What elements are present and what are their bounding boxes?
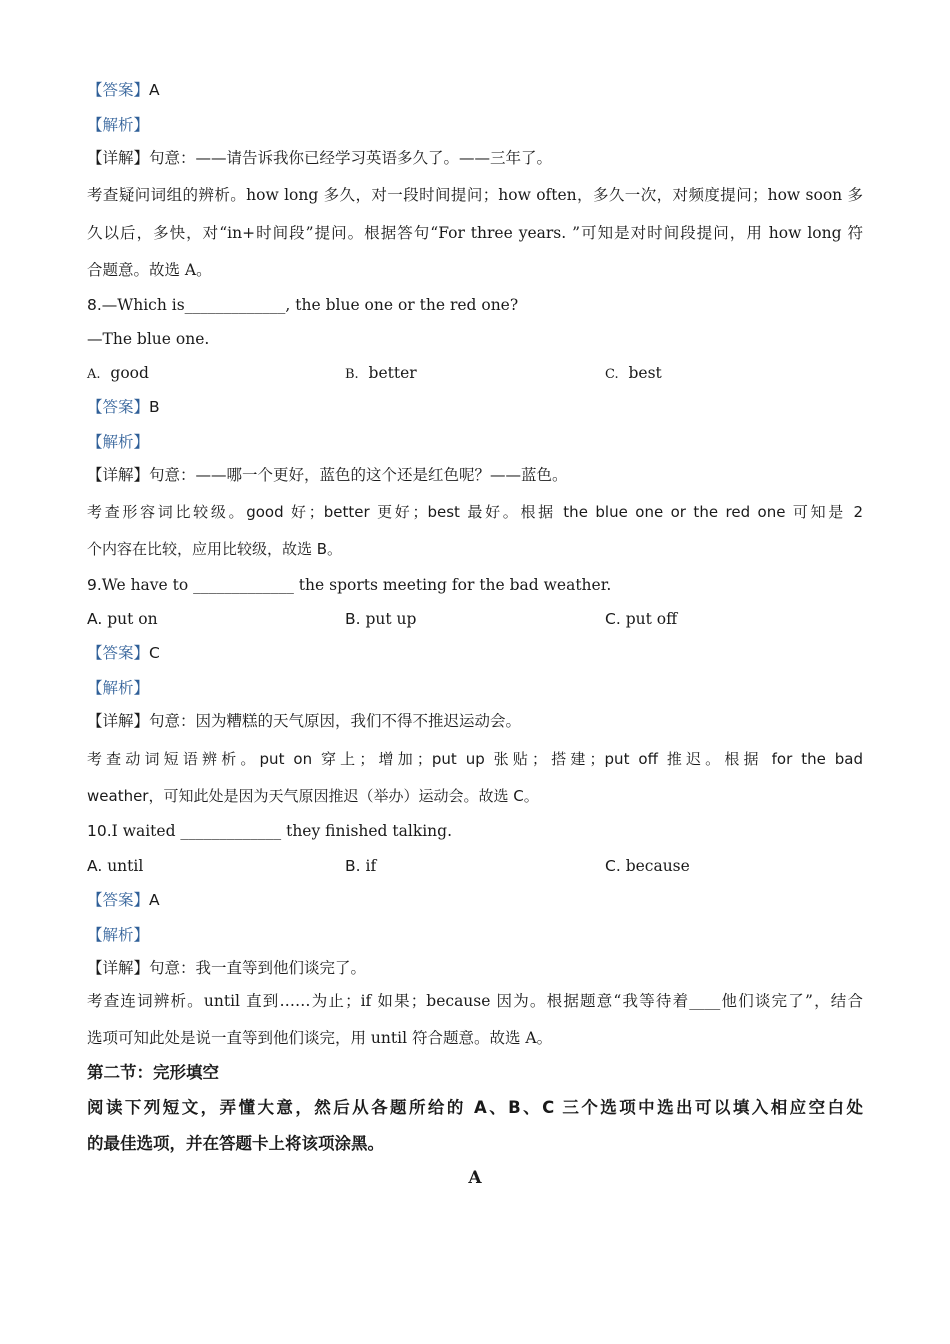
q10-explain-line2: 选项可知此处是说一直等到他们谈完，用 until 符合题意。故选 A。 bbox=[87, 1029, 553, 1047]
option-letter: C. bbox=[605, 857, 621, 875]
option-letter: B. bbox=[345, 857, 361, 875]
q9-stem bbox=[87, 574, 611, 596]
answer-label: 【答案】 bbox=[87, 81, 150, 99]
q7-explain-line3: 合题意。故选 A。 bbox=[87, 261, 212, 279]
q8-explain-line1: 考查形容词比较级。good 好；better 更好；best 最好。根据 the blue one or the red one 可知是 2 bbox=[87, 503, 863, 521]
detail-text: 句意：——哪一个更好，蓝色的这个还是红色呢？——蓝色。 bbox=[149, 466, 568, 484]
q9-explain-line1: 考查动词短语辨析。put on 穿上；增加；put up 张贴；搭建；put off 推迟。根据 for the bad bbox=[87, 750, 863, 768]
detail-text: 句意：我一直等到他们谈完了。 bbox=[149, 959, 367, 977]
q8-explain-line2: 个内容在比较，应用比较级，故选 B。 bbox=[87, 540, 343, 558]
q10-stem bbox=[87, 820, 452, 842]
q7-answer bbox=[87, 79, 160, 101]
q10-option-a bbox=[87, 855, 143, 877]
option-text: until bbox=[107, 857, 144, 875]
q10-answer bbox=[87, 889, 160, 911]
q10-explain-line1: 考查连词辨析。until 直到……为止；if 如果；because 因为。根据题意“我等待着____他们谈完了”，结合 bbox=[87, 992, 863, 1010]
option-text: put on bbox=[107, 610, 158, 628]
q10-detail bbox=[87, 957, 366, 979]
detail-label: 【详解】 bbox=[87, 959, 150, 977]
question-text: —Which is_____________, the blue one or the red one? bbox=[101, 296, 519, 314]
q8-stem bbox=[87, 294, 518, 316]
question-text: I waited _____________ they finished talking. bbox=[111, 822, 453, 840]
option-letter: B. bbox=[345, 367, 359, 382]
option-letter: A. bbox=[87, 857, 103, 875]
q7-explain-line2: 久以后，多快，对“in+时间段”提问。根据答句“For three years. ”可知是对时间段提问，用 how long 符 bbox=[87, 224, 863, 242]
answer-label: 【答案】 bbox=[87, 891, 150, 909]
answer-label: 【答案】 bbox=[87, 398, 150, 416]
option-text: better bbox=[368, 364, 417, 382]
question-number: 10. bbox=[87, 822, 112, 840]
section-instruction-line2: 的最佳选项，并在答题卡上将该项涂黑。 bbox=[87, 1134, 384, 1153]
option-text: if bbox=[365, 857, 377, 875]
section-title: 第二节：完形填空 bbox=[87, 1063, 219, 1082]
q9-option-c bbox=[605, 608, 677, 630]
q7-detail bbox=[87, 147, 552, 169]
q10-option-c bbox=[605, 855, 690, 877]
q9-option-b bbox=[345, 608, 416, 630]
q9-analysis-label: 【解析】 bbox=[87, 679, 150, 697]
q8-analysis-label: 【解析】 bbox=[87, 433, 150, 451]
q8-option-b bbox=[345, 362, 417, 386]
option-letter: C. bbox=[605, 610, 621, 628]
question-text: We have to _____________ the sports meeting for the bad weather. bbox=[101, 576, 612, 594]
option-letter: C. bbox=[605, 367, 619, 382]
q8-detail bbox=[87, 464, 568, 486]
option-letter: A. bbox=[87, 367, 101, 382]
q9-detail bbox=[87, 710, 521, 732]
q10-option-b bbox=[345, 855, 376, 877]
q8-option-a bbox=[87, 362, 149, 386]
option-text: best bbox=[628, 364, 662, 382]
detail-label: 【详解】 bbox=[87, 712, 150, 730]
answer-value: C bbox=[149, 644, 160, 662]
detail-label: 【详解】 bbox=[87, 149, 150, 167]
answer-value: B bbox=[149, 398, 160, 416]
q7-explain-line1: 考查疑问词组的辨析。how long 多久，对一段时间提问；how often，多久一次，对频度提问；how soon 多 bbox=[87, 186, 863, 204]
q10-analysis-label: 【解析】 bbox=[87, 926, 150, 944]
question-number: 9. bbox=[87, 576, 102, 594]
detail-text: 句意：——请告诉我你已经学习英语多久了。——三年了。 bbox=[149, 149, 553, 167]
option-text: put up bbox=[365, 610, 417, 628]
answer-value: A bbox=[149, 81, 160, 99]
answer-value: A bbox=[149, 891, 160, 909]
detail-text: 句意：因为糟糕的天气原因，我们不得不推迟运动会。 bbox=[149, 712, 522, 730]
option-letter: B. bbox=[345, 610, 361, 628]
q8-reply: —The blue one. bbox=[87, 330, 210, 348]
question-number: 8. bbox=[87, 296, 102, 314]
answer-label: 【答案】 bbox=[87, 644, 150, 662]
section-instruction-line1: 阅读下列短文，弄懂大意，然后从各题所给的 A、B、C 三个选项中选出可以填入相应空白处 bbox=[87, 1098, 863, 1117]
detail-label: 【详解】 bbox=[87, 466, 150, 484]
q9-explain-line2: weather，可知此处是因为天气原因推迟（举办）运动会。故选 C。 bbox=[87, 787, 539, 805]
q8-answer bbox=[87, 396, 160, 418]
passage-label: A bbox=[468, 1168, 482, 1188]
q7-analysis-label: 【解析】 bbox=[87, 116, 150, 134]
option-text: because bbox=[625, 857, 690, 875]
q8-option-c bbox=[605, 362, 662, 386]
option-text: good bbox=[110, 364, 149, 382]
q9-option-a bbox=[87, 608, 158, 630]
q9-answer bbox=[87, 642, 160, 664]
option-text: put off bbox=[625, 610, 678, 628]
option-letter: A. bbox=[87, 610, 103, 628]
